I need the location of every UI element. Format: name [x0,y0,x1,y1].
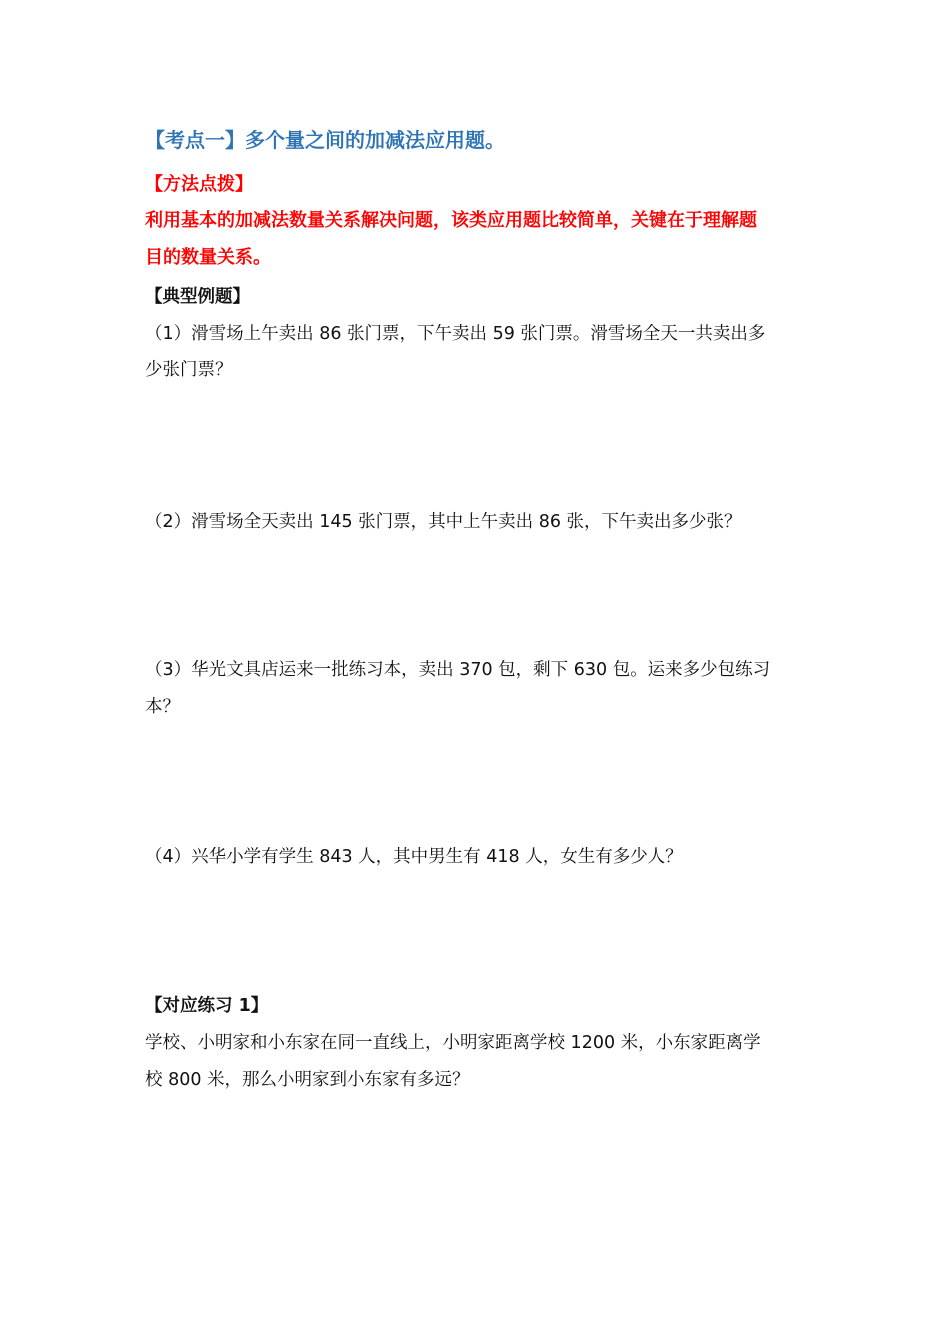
question-2-line-1: （2）滑雪场全天卖出 145 张门票，其中上午卖出 86 张，下午卖出多少张？ [145,512,742,532]
section-title: 【考点一】多个量之间的加减法应用题。 [145,128,505,152]
question-1-line-2: 少张门票？ [145,360,233,380]
question-4-line-1: （4）兴华小学有学生 843 人，其中男生有 418 人，女生有多少人？ [145,847,683,867]
question-3-line-1: （3）华光文具店运来一批练习本，卖出 370 包，剩下 630 包。运来多少包练习 [145,660,771,680]
practice-text-line-1: 学校、小明家和小东家在同一直线上，小明家距离学校 1200 米，小东家距离学 [145,1033,761,1053]
practice-heading: 【对应练习 1】 [145,996,269,1016]
practice-text-line-2: 校 800 米，那么小明家到小东家有多远？ [145,1070,470,1090]
question-3-line-2: 本？ [145,697,180,717]
method-text-line-1: 利用基本的加减法数量关系解决问题，该类应用题比较简单，关键在于理解题 [145,210,757,231]
method-text-line-2: 目的数量关系。 [145,247,271,268]
method-heading: 【方法点拨】 [145,174,253,195]
examples-heading: 【典型例题】 [145,287,250,307]
question-1-line-1: （1）滑雪场上午卖出 86 张门票，下午卖出 59 张门票。滑雪场全天一共卖出多 [145,324,766,344]
